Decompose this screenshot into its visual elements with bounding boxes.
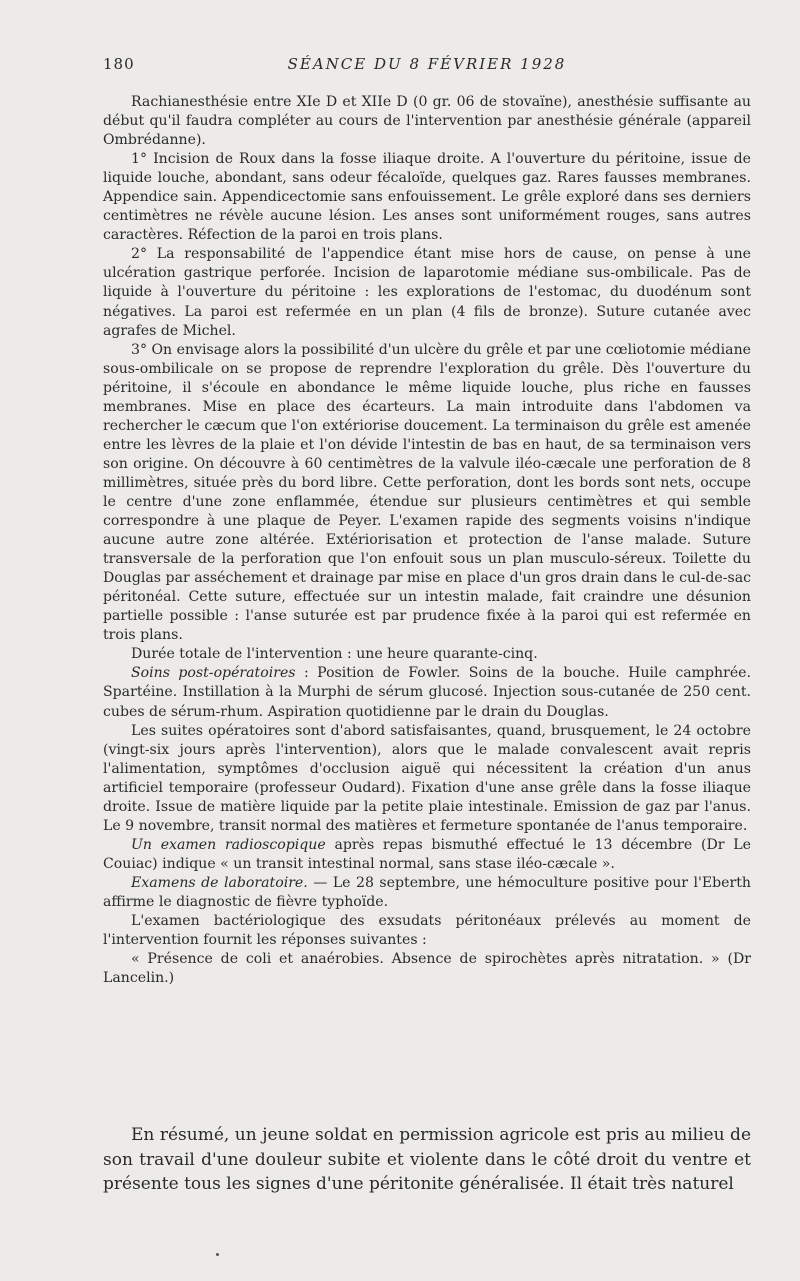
radio-text: après repas bismuthé effectué le 13 décembre (Dr Le Couiac) indique « un transit intestinal normal, sans stase iléo-cæcale ».	[103, 836, 752, 872]
running-title: SÉANCE DU 8 FÉVRIER 1928	[287, 55, 567, 73]
soins-label: Soins post-opératoires	[131, 665, 296, 682]
paragraph-resume: En résumé, un jeune soldat en permission agricole est pris au milieu de son travail d'une douleur subite et violente dans le côté droit du ventre et présente tous les signes d'une péritonite généralisée. Il était très naturel	[103, 1125, 751, 1194]
paragraph-anesthesia: Rachianesthésie entre XIe D et XIIe D (0 gr. 06 de stovaïne), anesthésie suffisante au début qu'il faudra compléter au cours de l'intervention par anesthésie générale (appareil Ombrédanne).	[103, 94, 751, 149]
labo-label: Examens de laboratoire.	[131, 874, 308, 891]
paragraph-bacterio: L'examen bactériologique des exsudats péritonéaux prélevés au moment de l'intervention fournit les réponses suivantes :	[103, 913, 751, 949]
case-report-body	[103, 93, 751, 988]
page-header	[103, 55, 751, 77]
labo-text: — Le 28 septembre, une hémoculture positive pour l'Eberth affirme le diagnostic de fièvre typhoïde.	[103, 874, 752, 910]
paragraph-step-3: 3° On envisage alors la possibilité d'un ulcère du grêle et par une cœliotomie médiane sous-ombilicale on se propose de reprendre l'exploration du grêle. Dès l'ouverture du péritoine, il s'écoule en abondance le même liquide louche, plus riche en fausses membranes. Mise en place des écarteurs. La main introduite dans l'abdomen va rechercher le cæcum que l'on extériorise doucement. La terminaison du grêle est amenée entre les lèvres de la plaie et l'on dévide l'intestin de bas en haut, de sa terminaison vers son origine. On découvre à 60 centimètres de la valvule iléo-cæcale une perforation de 8 millimètres, située près du bord libre. Cette perforation, dont les bords sont nets, occupe le centre d'une zone enflammée, étendue sur plusieurs centimètres et qui semble correspondre à une plaque de Peyer. L'examen rapide des segments voisins n'indique aucune autre zone altérée. Extériorisation et protection de l'anse malade. Suture transversale de la perforation que l'on enfouit sous un plan musculo-séreux. Toilette du Douglas par asséchement et drainage par mise en place d'un gros drain dans le cul-de-sac péritonéal. Cette suture, effectuée sur un intestin malade, fait craindre une désunion partielle possible : l'anse suturée est par prudence fixée à la paroi qui est refermée en trois plans.	[103, 341, 751, 644]
summary-section	[103, 1123, 751, 1197]
paragraph-soins	[103, 664, 751, 721]
paragraph-labo	[103, 874, 751, 912]
paragraph-suites: Les suites opératoires sont d'abord satisfaisantes, quand, brusquement, le 24 octobre (vingt-six jours après l'intervention), alors que le malade convalescent avait repris l'alimentation, symptômes d'occlusion aiguë qui nécessitent la création d'un anus artificiel temporaire (professeur Oudard). Fixation d'une anse grêle dans la fosse iliaque droite. Issue de matière liquide par la petite plaie intestinale. Emission de gaz par l'anus. Le 9 novembre, transit normal des matières et fermeture spontanée de l'anus temporaire.	[103, 722, 751, 834]
paragraph-duration: Durée totale de l'intervention : une heure quarante-cinq.	[131, 646, 538, 663]
paragraph-step-1: 1° Incision de Roux dans la fosse iliaque droite. A l'ouverture du péritoine, issue de liquide louche, abondant, sans odeur fécaloïde, quelques gaz. Rares fausses membranes. Appendice sain. Appendicectomie sans enfouissement. Le grêle exploré dans ses derniers centimètres ne révèle aucune lésion. Les anses sont uniformément rouges, sans autres caractères. Réfection de la paroi en trois plans.	[103, 151, 751, 244]
print-speck	[216, 1253, 219, 1256]
soins-text: : Position de Fowler. Soins de la bouche. Huile camphrée. Spartéine. Instillation à la Murphi de sérum glucosé. Injection sous-cutanée de 250 cent. cubes de sérum-rhum. Aspiration quotidienne par le drain du Douglas.	[103, 665, 752, 720]
paragraph-radio	[103, 836, 751, 874]
radio-label: Un examen radioscopique	[131, 836, 326, 853]
paragraph-quote: « Présence de coli et anaérobies. Absence de spirochètes après nitratation. » (Dr Lancelin.)	[103, 951, 751, 987]
page-number: 180	[103, 55, 135, 73]
paragraph-step-2: 2° La responsabilité de l'appendice étant mise hors de cause, on pense à une ulcération gastrique perforée. Incision de laparotomie médiane sus-ombilicale. Pas de liquide à l'ouverture du péritoine : les explorations de l'estomac, du duodénum sont négatives. La paroi est refermée en un plan (4 fils de bronze). Suture cutanée avec agrafes de Michel.	[103, 246, 751, 339]
